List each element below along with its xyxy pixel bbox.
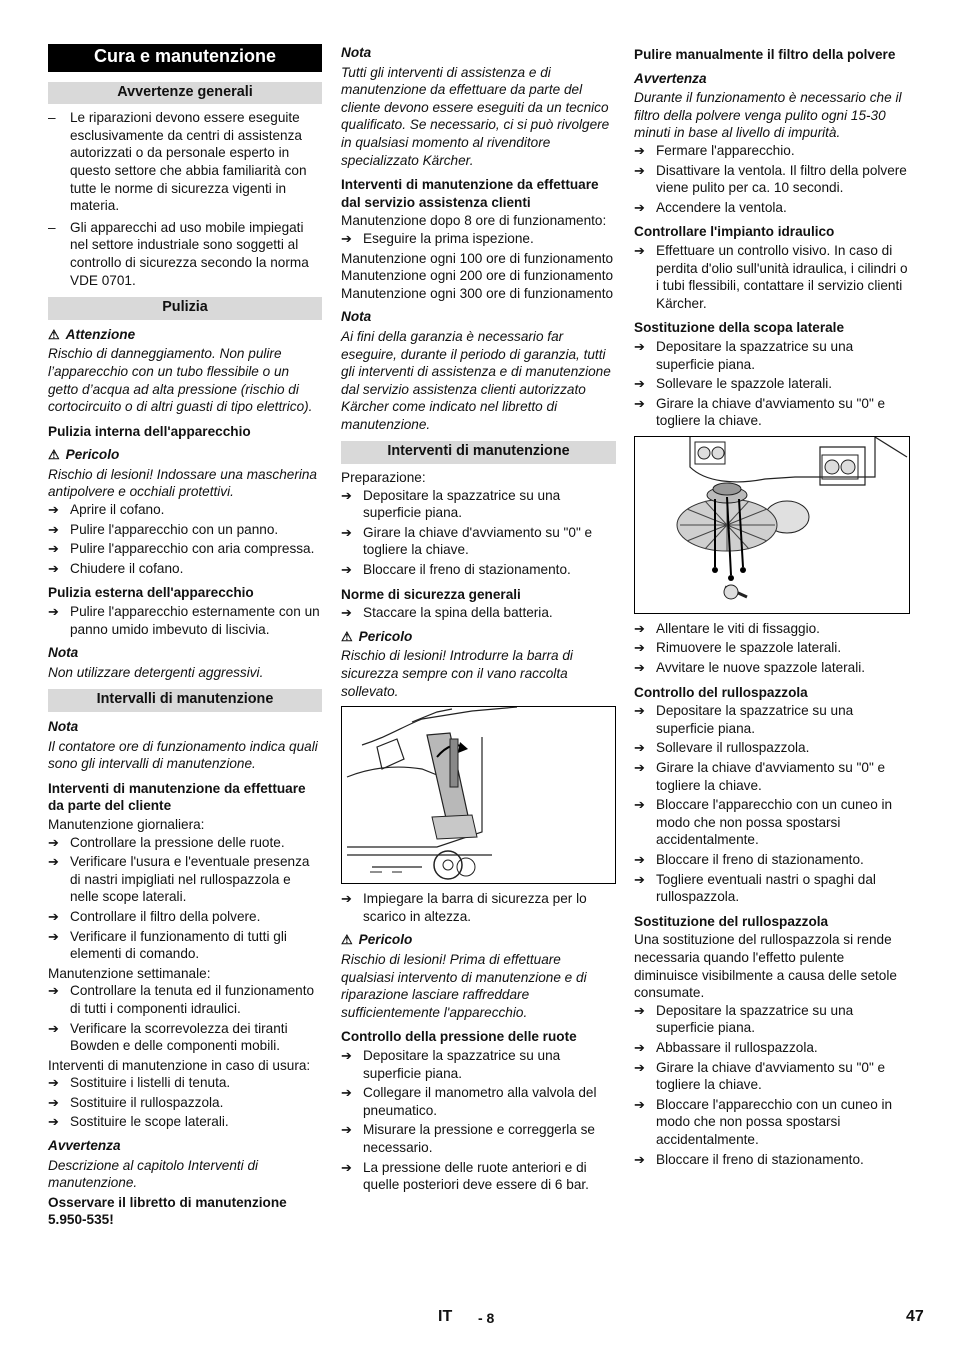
arrow-list-item <box>634 395 910 430</box>
arrow-list-item <box>634 1002 910 1037</box>
dash-item <box>48 219 322 289</box>
arrow-right-icon: ➔ <box>341 1159 352 1175</box>
paragraph: Manutenzione ogni 300 ore di funzionamento <box>341 285 614 301</box>
arrow-right-icon: ➔ <box>48 928 59 944</box>
arrow-list-text: Rimuovere le spazzole laterali. <box>656 640 842 656</box>
arrow-right-icon: ➔ <box>634 1059 645 1075</box>
danger-label <box>341 628 616 646</box>
arrow-list-item <box>341 1159 616 1194</box>
arrow-list <box>634 1002 910 1168</box>
arrow-list-text: Sostituire le scope laterali. <box>70 1114 229 1130</box>
arrow-right-icon: ➔ <box>634 1096 645 1112</box>
paragraph: Preparazione: <box>341 470 426 486</box>
dash-text: Le riparazioni devono essere eseguite esclusivamente da centri di assistenza autorizzati o da personale esperto in questo settore che abbia familiarità con tutte le norme di sicurezza vigenti in materia. <box>70 110 307 214</box>
subheading: Controllare l'impianto idraulico <box>634 224 835 240</box>
arrow-list-item <box>634 1151 910 1169</box>
arrow-list-text: Girare la chiave d'avviamento su "0" e togliere la chiave. <box>363 524 593 558</box>
subheading: Sostituzione della scopa laterale <box>634 320 845 336</box>
arrow-list-text: Pulire l'apparecchio con aria compressa. <box>70 541 315 557</box>
advice-label: Avvertenza <box>48 1138 121 1154</box>
arrow-right-icon: ➔ <box>48 541 59 557</box>
note-body: Tutti gli interventi di assistenza e di manutenzione da effettuare da parte del cliente devono essere eseguiti da un tecnico qualificato. Se necessario, ci si può rivolgere in qualsiasi momento al rivenditore specializzato Kärcher. <box>341 64 610 168</box>
section-heading: Avvertenze generali <box>48 82 322 105</box>
arrow-right-icon: ➔ <box>634 852 645 867</box>
arrow-list-item <box>48 560 322 578</box>
arrow-list <box>634 242 910 312</box>
arrow-list-item <box>634 796 910 849</box>
danger-text: Pericolo <box>358 932 413 948</box>
arrow-right-icon: ➔ <box>341 1085 352 1101</box>
note-label: Nota <box>48 719 79 734</box>
arrow-list-item <box>634 162 910 197</box>
warning-triangle-icon: ⚠ <box>341 628 353 644</box>
arrow-list-text: Verificare il funzionamento di tutti gli elementi di comando. <box>70 928 287 962</box>
arrow-list-text: Bloccare il freno di stazionamento. <box>656 852 864 867</box>
page-number: 47 <box>906 1308 924 1325</box>
arrow-list <box>634 142 910 216</box>
arrow-list <box>48 501 322 577</box>
arrow-list-text: Controllare il filtro della polvere. <box>70 908 261 924</box>
arrow-list-text: Togliere eventuali nastri o spaghi dal rullospazzola. <box>656 871 876 905</box>
arrow-list <box>341 230 616 248</box>
danger-text: Pericolo <box>358 628 413 644</box>
danger-body: Rischio di lesioni! Indossare una mascherina antipolvere e occhiali protettivi. <box>48 466 317 500</box>
arrow-list-item <box>634 199 910 217</box>
paragraph: Una sostituzione del rullospazzola si rende necessaria quando l'effetto pulente diminuisce visibilmente a causa delle setole consumate. <box>634 932 897 1001</box>
note-body: Non utilizzare detergenti aggressivi. <box>48 664 264 680</box>
arrow-list-item <box>634 375 910 393</box>
arrow-right-icon: ➔ <box>634 703 645 719</box>
arrow-right-icon: ➔ <box>634 871 645 887</box>
arrow-list-item <box>634 1039 910 1057</box>
arrow-list <box>341 487 616 579</box>
paragraph: Manutenzione ogni 200 ore di funzionamento <box>341 268 614 284</box>
arrow-list-text: Controllare la pressione delle ruote. <box>70 834 285 850</box>
arrow-list-text: Chiudere il cofano. <box>70 560 184 576</box>
arrow-list-text: Verificare l'usura e l'eventuale presenza di nastri impigliati nel rullospazzola e nelle scope laterali. <box>70 854 310 905</box>
dash-item <box>48 109 322 215</box>
page-title: Cura e manutenzione <box>48 44 322 72</box>
arrow-list <box>48 1074 322 1131</box>
side-broom-drawing <box>635 437 909 613</box>
arrow-list-text: Pulire l'apparecchio con un panno. <box>70 521 279 537</box>
arrow-list <box>634 338 910 430</box>
arrow-list-text: Depositare la spazzatrice su una superficie piana. <box>656 338 854 372</box>
dash-marker: – <box>48 110 56 126</box>
arrow-list-item <box>634 871 910 906</box>
arrow-list-item <box>341 890 616 925</box>
arrow-right-icon: ➔ <box>48 1094 59 1110</box>
arrow-list-text: Bloccare l'apparecchio con un cuneo in modo che non possa spostarsi accidentalmente. <box>656 797 893 848</box>
arrow-list-item <box>634 702 910 737</box>
section-heading: Pulizia <box>48 297 322 320</box>
section-heading: Intervalli di manutenzione <box>48 689 322 712</box>
arrow-list-item <box>341 1121 616 1156</box>
note-label: Nota <box>48 645 79 661</box>
column-3 <box>634 44 910 1170</box>
arrow-list <box>634 620 910 677</box>
note-body: Ai fini della garanzia è necessario far eseguire, durante il periodo di garanzia, tutti gli interventi di assistenza e di manutenzione dal servizio assistenza clienti autorizzato Kärcher come indicato nel libretto di manutenzione. <box>341 328 611 432</box>
arrow-list-text: Abbassare il rullospazzola. <box>656 1039 818 1055</box>
caution-body: Rischio di danneggiamento. Non pulire l’apparecchio con un tubo flessibile o un getto d’acqua ad alta pressione (rischio di cortocircuito o di altri guasti di tipo elettrico). <box>48 346 313 415</box>
arrow-right-icon: ➔ <box>634 376 645 392</box>
arrow-list-text: Sollevare le spazzole laterali. <box>656 376 833 392</box>
arrow-list <box>48 603 322 638</box>
arrow-list-text: Girare la chiave d'avviamento su "0" e togliere la chiave. <box>656 395 886 429</box>
arrow-list-text: Sollevare il rullospazzola. <box>656 740 810 756</box>
arrow-list-item <box>634 620 910 638</box>
arrow-list-text: Staccare la spina della batteria. <box>363 605 553 621</box>
arrow-list-text: Accendere la ventola. <box>656 199 787 215</box>
arrow-list-text: Depositare la spazzatrice su una superficie piana. <box>656 1002 854 1036</box>
arrow-list-text: Effettuare un controllo visivo. In caso di perdita d'olio sull'unità idraulica, i cilindri o i tubi flessibili, contattare il servizio clienti Kärcher. <box>656 242 908 311</box>
arrow-list-item <box>48 1113 322 1131</box>
arrow-right-icon: ➔ <box>634 620 645 636</box>
arrow-right-icon: ➔ <box>634 142 645 158</box>
arrow-right-icon: ➔ <box>341 524 352 540</box>
arrow-list-item <box>48 908 322 926</box>
arrow-list-text: Sostituire il rullospazzola. <box>70 1094 224 1110</box>
arrow-list-item <box>48 928 322 963</box>
paragraph: Manutenzione giornaliera: <box>48 816 205 832</box>
arrow-list-item <box>48 501 322 519</box>
dash-marker: – <box>48 219 56 235</box>
arrow-right-icon: ➔ <box>634 760 645 776</box>
arrow-list-item <box>341 524 616 559</box>
caution-label <box>48 326 322 344</box>
note-body: Il contatore ore di funzionamento indica quali sono gli intervalli di manutenzione. <box>48 738 318 772</box>
arrow-right-icon: ➔ <box>341 1047 352 1063</box>
arrow-list-text: Avvitare le nuove spazzole laterali. <box>656 660 866 676</box>
arrow-list-text: Fermare l'apparecchio. <box>656 142 795 158</box>
arrow-list-text: Eseguire la prima ispezione. <box>363 230 534 246</box>
arrow-right-icon: ➔ <box>48 1020 59 1036</box>
paragraph: Manutenzione settimanale: <box>48 965 211 981</box>
subheading: Interventi di manutenzione da effettuare dal servizio assistenza clienti <box>341 177 599 210</box>
manual-reference: Osservare il libretto di manutenzione 5.950-535! <box>48 1194 287 1228</box>
arrow-list-text: La pressione delle ruote anteriori e di quelle posteriori deve essere di 6 bar. <box>363 1159 589 1193</box>
arrow-list-item <box>341 487 616 522</box>
caution-text: Attenzione <box>65 326 136 342</box>
arrow-list <box>341 890 616 925</box>
paragraph: Manutenzione dopo 8 ore di funzionamento: <box>341 213 607 229</box>
note-label: Nota <box>341 309 372 325</box>
arrow-list-item <box>48 853 322 906</box>
subheading: Pulire manualmente il filtro della polvere <box>634 47 896 62</box>
arrow-list-text: Bloccare l'apparecchio con un cuneo in modo che non possa spostarsi accidentalmente. <box>656 1096 893 1147</box>
arrow-right-icon: ➔ <box>48 604 59 620</box>
paragraph: Interventi di manutenzione in caso di usura: <box>48 1057 311 1073</box>
arrow-right-icon: ➔ <box>48 1075 59 1091</box>
danger-label <box>341 931 616 949</box>
arrow-list <box>48 982 322 1054</box>
arrow-right-icon: ➔ <box>634 199 645 215</box>
arrow-list <box>341 1047 616 1194</box>
arrow-list-item <box>48 834 322 852</box>
arrow-list-text: Verificare la scorrevolezza dei tiranti Bowden e delle componenti mobili. <box>70 1020 288 1054</box>
arrow-list-item <box>634 242 910 312</box>
arrow-list-text: Disattivare la ventola. Il filtro della polvere viene pulito per ca. 10 secondi. <box>656 162 907 196</box>
column-1 <box>48 44 322 1230</box>
arrow-right-icon: ➔ <box>341 487 352 503</box>
arrow-list-item <box>634 338 910 373</box>
danger-text: Pericolo <box>65 447 120 463</box>
arrow-list-text: Bloccare il freno di stazionamento. <box>656 1151 864 1167</box>
subheading: Sostituzione del rullospazzola <box>634 913 829 929</box>
arrow-right-icon: ➔ <box>634 242 645 258</box>
arrow-list-item <box>48 540 322 558</box>
arrow-right-icon: ➔ <box>48 521 59 537</box>
subheading: Pulizia esterna dell'apparecchio <box>48 585 254 601</box>
danger-body: Rischio di lesioni! Introdurre la barra di sicurezza sempre con il vano raccolta sollevato. <box>341 648 573 699</box>
side-broom-illustration <box>634 436 910 614</box>
subheading: Controllo del rullospazzola <box>634 684 808 700</box>
arrow-list-text: Pulire l'apparecchio esternamente con un panno umido imbevuto di liscivia. <box>70 604 320 637</box>
arrow-list-item <box>634 639 910 657</box>
arrow-right-icon: ➔ <box>48 1114 59 1130</box>
warning-triangle-icon: ⚠ <box>341 932 353 948</box>
arrow-right-icon: ➔ <box>634 797 645 813</box>
arrow-list-item <box>48 982 322 1017</box>
arrow-list-text: Allentare le viti di fissaggio. <box>656 620 820 636</box>
arrow-list-text: Controllare la tenuta ed il funzionamento di tutti i componenti idraulici. <box>70 983 315 1016</box>
arrow-list-text: Sostituire i listelli di tenuta. <box>70 1075 231 1091</box>
subheading: Norme di sicurezza generali <box>341 586 521 602</box>
arrow-right-icon: ➔ <box>341 891 352 907</box>
danger-label <box>48 446 322 464</box>
arrow-list-text: Depositare la spazzatrice su una superficie piana. <box>363 487 561 521</box>
safety-bar-illustration <box>341 706 616 884</box>
arrow-list-text: Aprire il cofano. <box>70 502 165 518</box>
arrow-right-icon: ➔ <box>48 560 59 576</box>
arrow-list-item <box>341 1047 616 1082</box>
arrow-list-item <box>341 561 616 579</box>
arrow-list-item <box>634 739 910 757</box>
arrow-right-icon: ➔ <box>341 605 352 621</box>
arrow-list-item <box>634 142 910 160</box>
arrow-list-item <box>48 1074 322 1092</box>
advice-label: Avvertenza <box>634 70 707 86</box>
section-heading: Interventi di manutenzione <box>341 441 616 464</box>
arrow-list-item <box>634 759 910 794</box>
arrow-list-item <box>48 1020 322 1055</box>
arrow-right-icon: ➔ <box>634 1002 645 1018</box>
arrow-right-icon: ➔ <box>48 854 59 870</box>
advice-body: Durante il funzionamento è necessario che il filtro della polvere venga pulito ogni 15-30 minuti in base al livello di impurità. <box>634 90 902 141</box>
warning-triangle-icon: ⚠ <box>48 447 60 463</box>
sweeper-safety-bar-drawing <box>342 707 615 883</box>
arrow-right-icon: ➔ <box>48 834 59 850</box>
footer-language: IT <box>438 1308 453 1325</box>
subheading: Interventi di manutenzione da effettuare da parte del cliente <box>48 780 306 814</box>
danger-body: Rischio di lesioni! Prima di effettuare qualsiasi intervento di manutenzione e di riparazione lasciare raffreddare sufficientemente l'apparecchio. <box>341 951 587 1020</box>
arrow-right-icon: ➔ <box>341 562 352 578</box>
arrow-right-icon: ➔ <box>48 983 59 999</box>
paragraph: Manutenzione ogni 100 ore di funzionamento <box>341 250 614 266</box>
column-2 <box>341 44 616 1196</box>
arrow-right-icon: ➔ <box>634 640 645 656</box>
arrow-right-icon: ➔ <box>634 338 645 354</box>
arrow-right-icon: ➔ <box>48 908 59 924</box>
arrow-list-item <box>341 604 616 622</box>
arrow-list-item <box>341 1084 616 1119</box>
arrow-right-icon: ➔ <box>341 1122 352 1138</box>
arrow-list-text: Depositare la spazzatrice su una superficie piana. <box>656 703 854 736</box>
dash-text: Gli apparecchi ad uso mobile impiegati nel settore industriale sono soggetti al controllo di sicurezza secondo la norma VDE 0701. <box>70 219 309 288</box>
arrow-list-item <box>634 851 910 869</box>
arrow-list-text: Collegare il manometro alla valvola del pneumatico. <box>363 1085 597 1118</box>
arrow-list-item <box>48 1094 322 1112</box>
arrow-list-text: Girare la chiave d'avviamento su "0" e togliere la chiave. <box>656 760 886 793</box>
advice-body: Descrizione al capitolo Interventi di manutenzione. <box>48 1157 259 1191</box>
arrow-right-icon: ➔ <box>341 230 352 246</box>
arrow-right-icon: ➔ <box>634 740 645 756</box>
arrow-list-item <box>341 230 616 248</box>
arrow-list-item <box>634 659 910 677</box>
arrow-right-icon: ➔ <box>634 660 645 676</box>
arrow-right-icon: ➔ <box>634 1151 645 1167</box>
arrow-list-text: Impiegare la barra di sicurezza per lo scarico in altezza. <box>363 891 587 924</box>
arrow-list-item <box>48 603 322 638</box>
arrow-right-icon: ➔ <box>634 1039 645 1055</box>
arrow-list <box>341 604 616 622</box>
arrow-list-text: Misurare la pressione e correggerla se necessario. <box>363 1122 595 1155</box>
warning-triangle-icon: ⚠ <box>48 326 60 342</box>
arrow-list-text: Depositare la spazzatrice su una superficie piana. <box>363 1047 561 1081</box>
arrow-list-item <box>634 1096 910 1149</box>
arrow-right-icon: ➔ <box>634 162 645 178</box>
arrow-list-text: Girare la chiave d'avviamento su "0" e togliere la chiave. <box>656 1059 886 1093</box>
footer-section-page: - 8 <box>478 1310 495 1326</box>
subheading: Controllo della pressione delle ruote <box>341 1029 577 1045</box>
arrow-list-item <box>48 521 322 539</box>
arrow-list <box>634 702 910 906</box>
note-label: Nota <box>341 45 372 60</box>
arrow-list-item <box>634 1059 910 1094</box>
arrow-right-icon: ➔ <box>48 502 59 518</box>
arrow-list-text: Bloccare il freno di stazionamento. <box>363 562 571 578</box>
arrow-list <box>48 834 322 963</box>
arrow-right-icon: ➔ <box>634 395 645 411</box>
subheading: Pulizia interna dell'apparecchio <box>48 423 251 439</box>
